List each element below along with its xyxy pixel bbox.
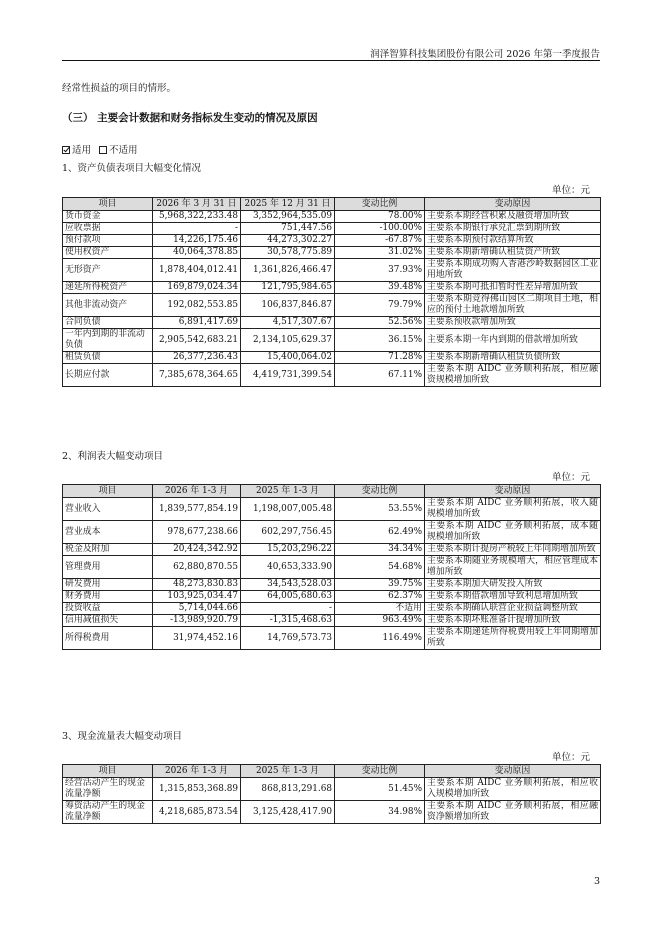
item-cell: 一年内到期的非流动负债: [63, 329, 153, 352]
cashflow-statement-unit: 单位：元: [551, 752, 590, 763]
balance-sheet-unit: 单位：元: [551, 185, 590, 196]
balance-sheet-table: [62, 197, 601, 387]
table-row: [63, 317, 601, 329]
current-value-cell: -: [153, 223, 241, 235]
change-reason-cell: 主要系本期新增确认租赁资产所致: [425, 247, 601, 259]
table-row: [63, 615, 601, 627]
income-statement-title: 2、利润表大幅变动项目: [62, 451, 164, 462]
item-cell: 营业成本: [63, 521, 153, 544]
header-row: [63, 765, 601, 778]
current-value-cell: 26,377,236.43: [153, 352, 241, 364]
item-cell: 货币资金: [63, 211, 153, 223]
change-ratio-cell: 52.56%: [335, 317, 425, 329]
prior-value-cell: 1,198,007,005.48: [241, 498, 335, 521]
item-cell: 使用权资产: [63, 247, 153, 259]
item-cell: 长期应付款: [63, 364, 153, 387]
column-header: 2026 年 1-3 月: [153, 485, 241, 498]
current-value-cell: 48,273,830.83: [153, 579, 241, 591]
unchecked-box-icon: [99, 146, 107, 154]
change-ratio-cell: 116.49%: [335, 627, 425, 650]
change-reason-cell: 主要系本期银行承兑汇票到期所致: [425, 223, 601, 235]
change-reason-cell: 主要系本期 AIDC 业务顺利拓展，成本随规模增加所致: [425, 521, 601, 544]
table-row: [63, 352, 601, 364]
balance-sheet-title: 1、资产负债表项目大幅变化情况: [62, 163, 202, 174]
prior-value-cell: 30,578,775.89: [241, 247, 335, 259]
table-header: [63, 765, 601, 778]
table-body: [63, 498, 601, 650]
column-header: 变动原因: [425, 485, 601, 498]
change-reason-cell: 主要系本期预付款结算所致: [425, 235, 601, 247]
column-header: 变动比例: [335, 765, 425, 778]
change-reason-cell: 主要系本期坏账准备计提增加所致: [425, 615, 601, 627]
prior-value-cell: 4,419,731,399.54: [241, 364, 335, 387]
change-ratio-cell: 34.34%: [335, 544, 425, 556]
column-header: 2025 年 12 月 31 日: [241, 198, 335, 211]
current-value-cell: 7,385,678,364.65: [153, 364, 241, 387]
item-cell: 其他非流动资产: [63, 294, 153, 317]
change-reason-cell: 主要系本期新增确认租赁负债所致: [425, 352, 601, 364]
change-ratio-cell: 62.37%: [335, 591, 425, 603]
item-cell: 筹资活动产生的现金流量净额: [63, 801, 153, 824]
change-ratio-cell: 71.28%: [335, 352, 425, 364]
change-reason-cell: 主要系本期经营积累及融资增加所致: [425, 211, 601, 223]
change-reason-cell: 主要系本期借款增加导致利息增加所致: [425, 591, 601, 603]
column-header: 变动比例: [335, 198, 425, 211]
current-value-cell: 5,714,044.66: [153, 603, 241, 615]
change-reason-cell: 主要系本期一年内到期的借款增加所致: [425, 329, 601, 352]
item-cell: 应收票据: [63, 223, 153, 235]
change-ratio-cell: 39.75%: [335, 579, 425, 591]
change-ratio-cell: 37.93%: [335, 259, 425, 282]
prior-value-cell: 868,813,291.68: [241, 778, 335, 801]
current-value-cell: 20,424,342.92: [153, 544, 241, 556]
change-reason-cell: 主要系本期竞得佛山园区二期项目土地，相应的预付土地款增加所致: [425, 294, 601, 317]
item-cell: 营业收入: [63, 498, 153, 521]
column-header: 2025 年 1-3 月: [241, 485, 335, 498]
table-row: [63, 801, 601, 824]
prior-value-cell: 602,297,756.45: [241, 521, 335, 544]
change-ratio-cell: 963.49%: [335, 615, 425, 627]
column-header: 2025 年 1-3 月: [241, 765, 335, 778]
table-header: [63, 198, 601, 211]
prior-value-cell: 3,125,428,417.90: [241, 801, 335, 824]
change-reason-cell: 主要系本期随业务规模增大，相应管理成本增加所致: [425, 556, 601, 579]
table-row: [63, 364, 601, 387]
prior-value-cell: 1,361,826,466.47: [241, 259, 335, 282]
change-ratio-cell: 51.45%: [335, 778, 425, 801]
header-row: [63, 198, 601, 211]
prior-value-cell: 34,543,528.03: [241, 579, 335, 591]
cashflow-statement-title: 3、现金流量表大幅变动项目: [62, 731, 183, 742]
change-ratio-cell: 36.15%: [335, 329, 425, 352]
prior-value-cell: 106,837,846.87: [241, 294, 335, 317]
change-reason-cell: 主要系本期 AIDC 业务顺利拓展，收入随规模增加所致: [425, 498, 601, 521]
change-ratio-cell: -67.87%: [335, 235, 425, 247]
table-row: [63, 247, 601, 259]
income-statement-unit: 单位：元: [551, 472, 590, 483]
table-row: [63, 778, 601, 801]
prior-value-cell: 751,447.56: [241, 223, 335, 235]
table-row: [63, 294, 601, 317]
item-cell: 信用减值损失: [63, 615, 153, 627]
current-value-cell: 1,315,853,368.89: [153, 778, 241, 801]
intro-text: 经常性损益的项目的情形。: [62, 83, 177, 94]
applicable-label: 适用: [72, 145, 92, 156]
table-row: [63, 556, 601, 579]
item-cell: 财务费用: [63, 591, 153, 603]
change-ratio-cell: 62.49%: [335, 521, 425, 544]
table-row: [63, 579, 601, 591]
current-value-cell: 62,880,870.55: [153, 556, 241, 579]
table-body: [63, 778, 601, 824]
item-cell: 所得税费用: [63, 627, 153, 650]
current-value-cell: 40,064,378.85: [153, 247, 241, 259]
item-cell: 研发费用: [63, 579, 153, 591]
prior-value-cell: 2,134,105,629.37: [241, 329, 335, 352]
current-value-cell: 4,218,685,873.54: [153, 801, 241, 824]
prior-value-cell: 44,273,302.27: [241, 235, 335, 247]
prior-value-cell: 3,352,964,535.09: [241, 211, 335, 223]
table-row: [63, 498, 601, 521]
table-row: [63, 603, 601, 615]
item-cell: 经营活动产生的现金流量净额: [63, 778, 153, 801]
change-ratio-cell: 34.98%: [335, 801, 425, 824]
change-ratio-cell: 39.48%: [335, 282, 425, 294]
change-reason-cell: 主要系预收款增加所致: [425, 317, 601, 329]
column-header: 变动原因: [425, 198, 601, 211]
change-ratio-cell: 不适用: [335, 603, 425, 615]
change-reason-cell: 主要系本期加大研发投入所致: [425, 579, 601, 591]
column-header: 变动比例: [335, 485, 425, 498]
current-value-cell: -13,989,920.79: [153, 615, 241, 627]
table-header: [63, 485, 601, 498]
change-reason-cell: 主要系本期确认联营企业损益调整所致: [425, 603, 601, 615]
change-reason-cell: 主要系本期可抵扣暂时性差异增加所致: [425, 282, 601, 294]
item-cell: 合同负债: [63, 317, 153, 329]
table-row: [63, 329, 601, 352]
current-value-cell: 192,082,553.85: [153, 294, 241, 317]
change-reason-cell: 主要系本期 AIDC 业务顺利拓展，相应融资规模增加所致: [425, 364, 601, 387]
cashflow-statement-table: [62, 764, 601, 824]
change-ratio-cell: 54.68%: [335, 556, 425, 579]
page-number: 3: [593, 876, 600, 887]
column-header: 2026 年 3 月 31 日: [153, 198, 241, 211]
prior-value-cell: -: [241, 603, 335, 615]
current-value-cell: 6,891,417.69: [153, 317, 241, 329]
change-reason-cell: 主要系本期 AIDC 业务顺利拓展，相应融资净额增加所致: [425, 801, 601, 824]
current-value-cell: 1,878,404,012.41: [153, 259, 241, 282]
column-header: 项目: [63, 198, 153, 211]
item-cell: 递延所得税资产: [63, 282, 153, 294]
item-cell: 管理费用: [63, 556, 153, 579]
table-row: [63, 235, 601, 247]
change-ratio-cell: -100.00%: [335, 223, 425, 235]
prior-value-cell: -1,315,468.63: [241, 615, 335, 627]
current-value-cell: 1,839,577,854.19: [153, 498, 241, 521]
prior-value-cell: 14,769,573.73: [241, 627, 335, 650]
report-header-title: 润泽智算科技集团股份有限公司 2026 年第一季度报告: [370, 49, 600, 60]
change-ratio-cell: 53.55%: [335, 498, 425, 521]
not-applicable-label: 不适用: [109, 145, 138, 156]
header-divider: [62, 60, 600, 61]
prior-value-cell: 40,653,333.90: [241, 556, 335, 579]
checked-box-icon: [62, 146, 70, 154]
column-header: 2026 年 1-3 月: [153, 765, 241, 778]
change-reason-cell: 主要系本期递延所得税费用较上年同期增加所致: [425, 627, 601, 650]
table-row: [63, 223, 601, 235]
applicability-options: [62, 142, 138, 156]
change-reason-cell: 主要系本期计提房产税较上年同期增加所致: [425, 544, 601, 556]
prior-value-cell: 4,517,307.67: [241, 317, 335, 329]
column-header: 项目: [63, 485, 153, 498]
current-value-cell: 103,925,034.47: [153, 591, 241, 603]
prior-value-cell: 64,005,680.63: [241, 591, 335, 603]
prior-value-cell: 15,400,064.02: [241, 352, 335, 364]
change-ratio-cell: 78.00%: [335, 211, 425, 223]
table-row: [63, 521, 601, 544]
item-cell: 税金及附加: [63, 544, 153, 556]
table-row: [63, 211, 601, 223]
column-header: 项目: [63, 765, 153, 778]
not-applicable-option: [99, 142, 138, 156]
table-row: [63, 591, 601, 603]
table-row: [63, 627, 601, 650]
change-ratio-cell: 79.79%: [335, 294, 425, 317]
item-cell: 投资收益: [63, 603, 153, 615]
change-reason-cell: 主要系本期 AIDC 业务顺利拓展，相应收入规模增加所致: [425, 778, 601, 801]
prior-value-cell: 121,795,984.65: [241, 282, 335, 294]
item-cell: 预付款项: [63, 235, 153, 247]
current-value-cell: 14,226,175.46: [153, 235, 241, 247]
item-cell: 无形资产: [63, 259, 153, 282]
table-row: [63, 282, 601, 294]
current-value-cell: 2,905,542,683.21: [153, 329, 241, 352]
prior-value-cell: 15,203,296.22: [241, 544, 335, 556]
table-row: [63, 544, 601, 556]
change-ratio-cell: 67.11%: [335, 364, 425, 387]
table-body: [63, 211, 601, 387]
change-reason-cell: 主要系本期成功购入香港沙岭数据园区工业用地所致: [425, 259, 601, 282]
item-cell: 租赁负债: [63, 352, 153, 364]
table-row: [63, 259, 601, 282]
current-value-cell: 5,968,322,233.48: [153, 211, 241, 223]
header-row: [63, 485, 601, 498]
current-value-cell: 31,974,452.16: [153, 627, 241, 650]
income-statement-table: [62, 484, 601, 650]
current-value-cell: 978,677,238.66: [153, 521, 241, 544]
applicable-option: [62, 142, 91, 156]
section-heading: （三） 主要会计数据和财务指标发生变动的情况及原因: [62, 112, 318, 124]
change-ratio-cell: 31.02%: [335, 247, 425, 259]
current-value-cell: 169,879,024.34: [153, 282, 241, 294]
column-header: 变动原因: [425, 765, 601, 778]
